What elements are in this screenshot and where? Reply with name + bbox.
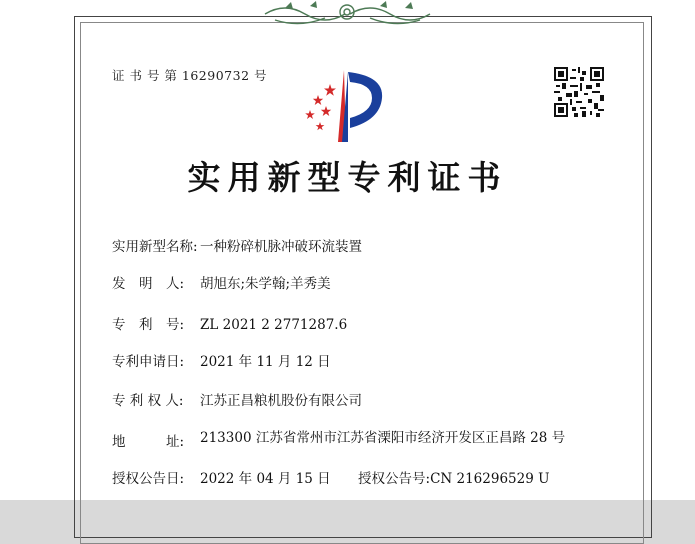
filing-date-row: [112, 350, 331, 370]
address-label: 地 址:: [112, 434, 185, 450]
patent-number-label: 专 利 号:: [112, 317, 185, 333]
utility-model-name-row: [112, 235, 362, 255]
grant-date-label: 授权公告日:: [112, 471, 185, 487]
certificate-number: 证 书 号 第 16290732 号: [112, 68, 267, 83]
patent-number-row: [112, 313, 347, 333]
patentee-value: 江苏正昌粮机股份有限公司: [200, 393, 362, 409]
inventor-value: 胡旭东;朱学翰;羊秀美: [200, 276, 331, 292]
inventor-row: [112, 272, 331, 292]
inventor-label: 发 明 人:: [112, 276, 185, 292]
filing-date-label: 专利申请日:: [112, 354, 185, 370]
patentee-label: 专 利 权 人:: [112, 393, 184, 409]
grant-number-value: CN 216296529 U: [430, 471, 550, 487]
filing-date-value: 2021 年 11 月 12 日: [200, 354, 331, 370]
patent-number-value: ZL 2021 2 2771287.6: [200, 317, 348, 333]
address-row: [112, 430, 565, 450]
grant-date-row: [112, 467, 331, 487]
address-value: 213300 江苏省常州市江苏省溧阳市经济开发区正昌路 28 号: [200, 430, 566, 446]
certificate-title: 实用新型专利证书: [187, 158, 508, 197]
grant-date-value: 2022 年 04 月 15 日: [200, 471, 331, 487]
cnipa-logo-icon: [298, 62, 386, 146]
utility-model-name-value: 一种粉碎机脉冲破环流装置: [200, 239, 362, 255]
patentee-row: [112, 389, 362, 409]
grant-number-label: 授权公告号:: [358, 471, 431, 487]
qr-code-icon: [554, 67, 604, 117]
utility-model-name-label: 实用新型名称:: [112, 239, 198, 255]
ornament-icon: [255, 0, 440, 30]
grant-number-row: [358, 467, 549, 487]
